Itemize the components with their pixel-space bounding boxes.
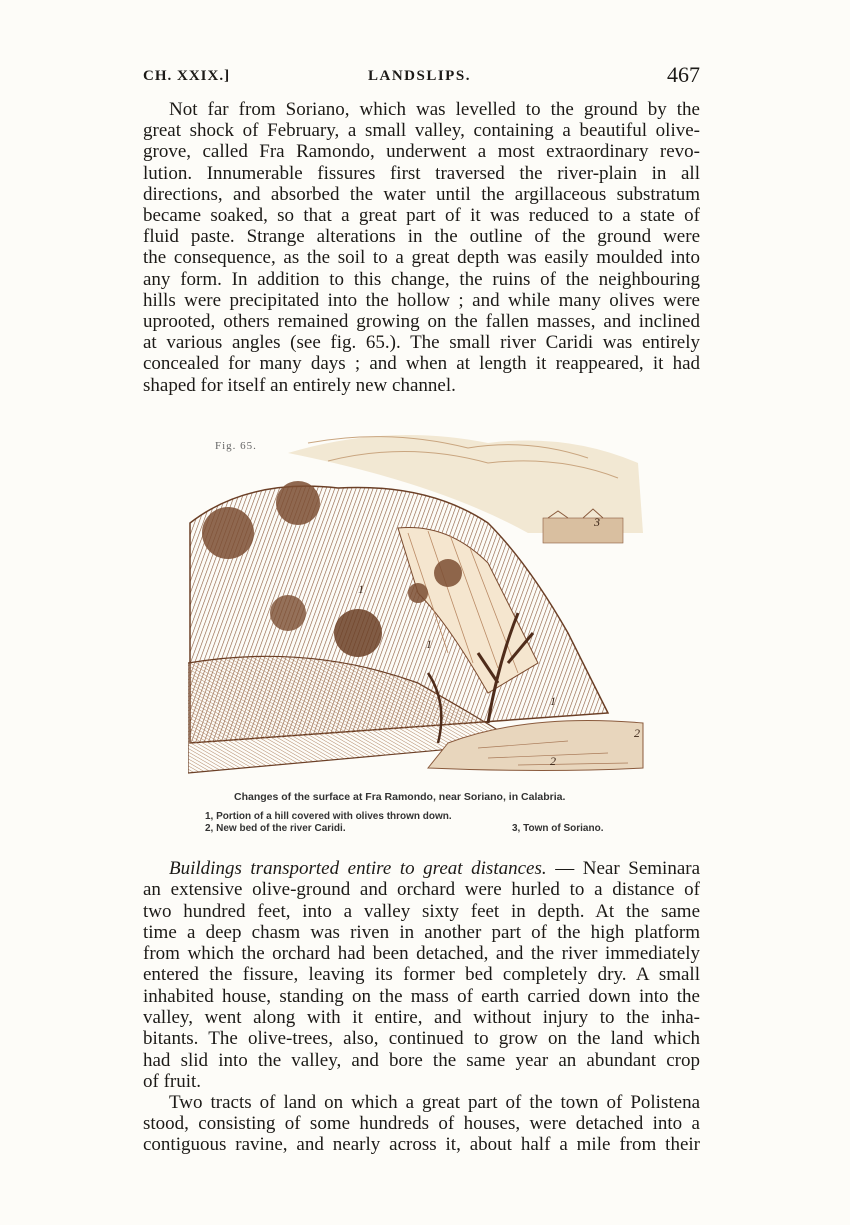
- text-line: entered the fissure, leaving its former bed completely dry. A small: [143, 964, 700, 986]
- text-line: at various angles (see fig. 65.). The small river Caridi was entirely: [143, 332, 700, 354]
- text-line: inhabited house, standing on the mass of earth carried down into the: [143, 985, 700, 1007]
- figure-marker: 2: [634, 726, 640, 740]
- chapter-label: CH. XXIX.]: [143, 68, 231, 84]
- text-line: bitants. The olive-trees, also, continued to grow on the land which: [143, 1028, 700, 1050]
- text-line: hills were precipitated into the hollow ; and while many olives were: [143, 289, 700, 311]
- text-line: Not far from Soriano, which was levelled to the ground by the: [169, 99, 700, 120]
- text-line: Two tracts of land on which a great part of the town of Polistena: [169, 1092, 700, 1113]
- text-line: uprooted, others remained growing on the fallen masses, and inclined: [143, 311, 700, 333]
- running-title: LANDSLIPS.: [368, 68, 471, 84]
- page-number: 467: [667, 62, 700, 87]
- text-line: two hundred feet, into a valley sixty feet in depth. At the same: [143, 900, 700, 922]
- text-line: grove, called Fra Ramondo, underwent a most extraordinary revo-: [143, 141, 700, 163]
- figure-legend-2: 2, New bed of the river Caridi.: [205, 823, 346, 834]
- text-line: shaped for itself an entirely new channel.: [143, 374, 456, 396]
- landslip-engraving: [188, 423, 648, 783]
- figure-label: Fig. 65.: [215, 440, 257, 452]
- section-heading: Buildings transported entire to great distances.: [169, 858, 547, 879]
- figure-marker: 1: [550, 694, 556, 708]
- text-line: directions, and absorbed the water until the argillaceous substratum: [143, 183, 700, 205]
- figure-marker: 1: [358, 582, 364, 596]
- figure-marker: 2: [550, 754, 556, 768]
- text-line: great shock of February, a small valley, containing a beautiful olive-: [143, 120, 700, 142]
- text-fragment: — Near Seminara: [555, 858, 701, 879]
- text-line: valley, went along with it entire, and without injury to the inha-: [143, 1007, 700, 1029]
- paragraph-buildings: [143, 858, 700, 1092]
- text-line: time a deep chasm was riven in another part of the high platform: [143, 921, 700, 943]
- figure-legend-1: 1, Portion of a hill covered with olives thrown down.: [205, 811, 452, 822]
- text-line: the consequence, as the soil to a great depth was easily moulded into: [143, 247, 700, 269]
- text-line: lution. Innumerable fissures first traversed the river-plain in all: [143, 162, 700, 184]
- figure-caption: Changes of the surface at Fra Ramondo, near Soriano, in Calabria.: [234, 791, 566, 803]
- text-line: stood, consisting of some hundreds of houses, were detached into a: [143, 1113, 700, 1135]
- text-line: contiguous ravine, and nearly across it, about half a mile from their: [143, 1134, 700, 1156]
- running-header: [143, 62, 700, 92]
- figure-legend-3: 3, Town of Soriano.: [512, 823, 604, 834]
- text-line: any form. In addition to this change, the ruins of the neighbouring: [143, 268, 700, 290]
- text-line: from which the orchard had been detached, and the river immediately: [143, 943, 700, 965]
- text-line: concealed for many days ; and when at length it reappeared, it had: [143, 353, 700, 375]
- figure-marker: 1: [426, 637, 432, 651]
- text-line: became soaked, so that a great part of it was reduced to a state of: [143, 205, 700, 227]
- paragraph-polistena: [143, 1092, 700, 1156]
- text-line: fluid paste. Strange alterations in the outline of the ground were: [143, 226, 700, 248]
- text-line: had slid into the valley, and bore the same year an abundant crop: [143, 1049, 700, 1071]
- text-line: [143, 858, 700, 879]
- paragraph-soriano: [143, 99, 700, 396]
- figure-marker: 3: [594, 515, 600, 529]
- text-line: an extensive olive-ground and orchard were hurled to a distance of: [143, 879, 700, 901]
- text-line: of fruit.: [143, 1070, 202, 1092]
